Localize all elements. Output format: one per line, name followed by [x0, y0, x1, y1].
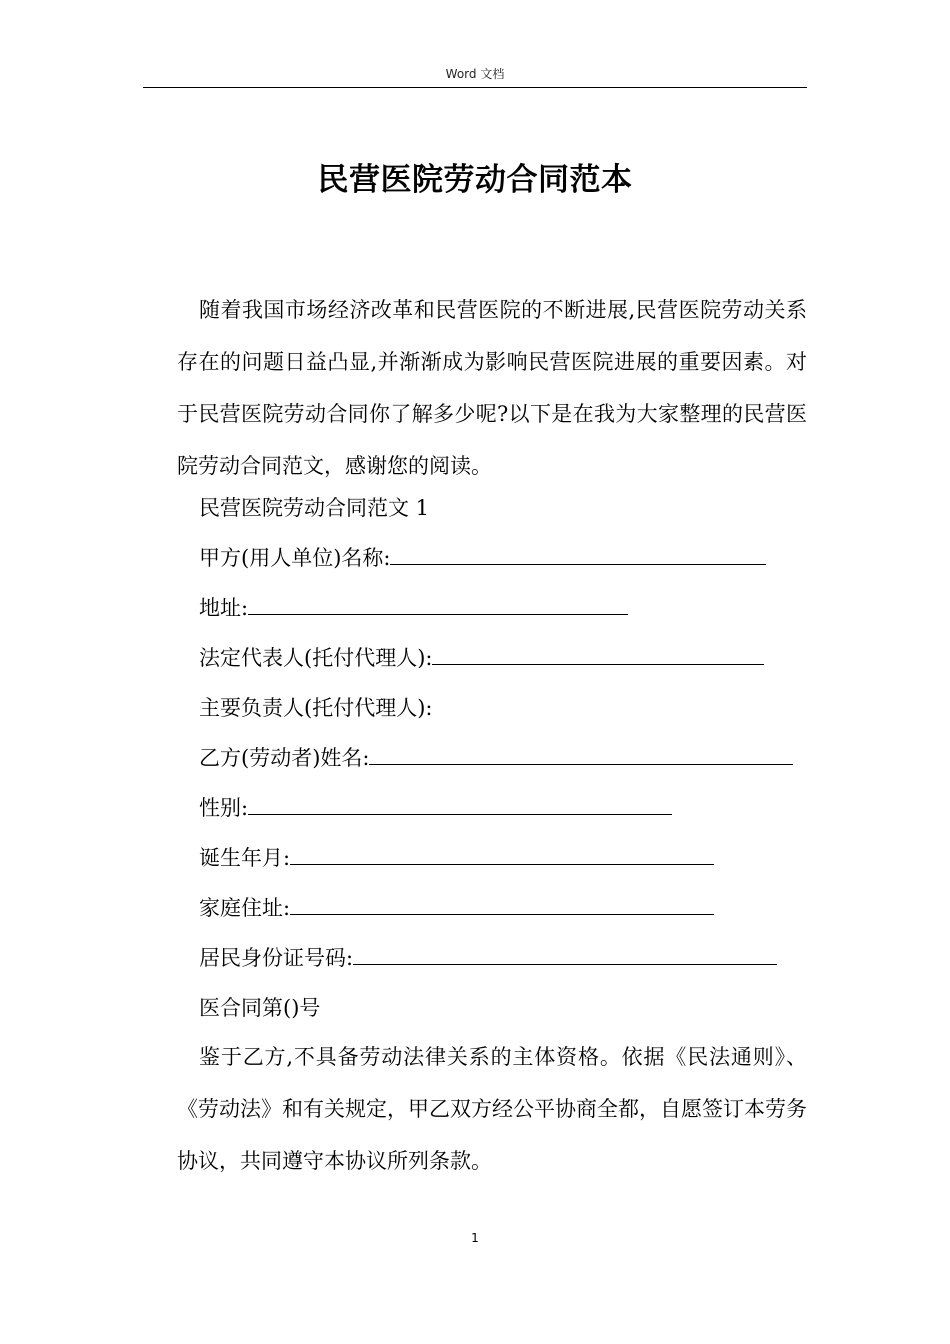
field-label: 主要负责人(托付代理人): — [199, 696, 433, 720]
section-title: 民营医院劳动合同范文 1 — [199, 496, 430, 520]
fill-in-blank — [369, 746, 793, 765]
field-label: 诞生年月: — [199, 846, 291, 870]
field-label: 法定代表人(托付代理人): — [199, 646, 433, 670]
field-gender — [199, 793, 672, 823]
field-label: 家庭住址: — [199, 896, 291, 920]
clause-paragraph: 鉴于乙方,不具备劳动法律关系的主体资格。依据《民法通则》、《劳动法》和有关规定，甲乙双方经公平协商全都，自愿签订本劳务协议，共同遵守本协议所列条款。 — [177, 1045, 807, 1173]
contract-number-line: 医合同第()号 — [199, 996, 321, 1020]
field-label: 地址: — [199, 596, 249, 620]
page-number: 1 — [471, 1231, 479, 1245]
field-birth-date — [199, 843, 714, 873]
field-principal — [199, 693, 432, 723]
intro-paragraph: 随着我国市场经济改革和民营医院的不断进展,民营医院劳动关系存在的问题日益凸显,并渐渐成为影响民营医院进展的重要因素。对于民营医院劳动合同你了解多少呢?以下是在我为大家整理的民营医院劳动合同范文，感谢您的阅读。 — [177, 298, 807, 478]
header-rule — [143, 87, 807, 88]
fill-in-blank — [432, 646, 764, 665]
field-label: 乙方(劳动者)姓名: — [199, 746, 370, 770]
field-label: 甲方(用人单位)名称: — [199, 546, 391, 570]
fill-in-blank — [248, 796, 672, 815]
field-address — [199, 593, 628, 623]
field-id-number — [199, 943, 777, 973]
field-employee-name — [199, 743, 793, 773]
field-employer-name — [199, 543, 766, 573]
field-label: 居民身份证号码: — [199, 946, 354, 970]
fill-in-blank — [248, 596, 628, 615]
fill-in-blank — [290, 896, 714, 915]
field-home-address — [199, 893, 714, 923]
field-legal-representative — [199, 643, 764, 673]
fill-in-blank — [290, 846, 714, 865]
field-label: 性别: — [199, 796, 249, 820]
document-title: 民营医院劳动合同范本 — [317, 162, 633, 198]
fill-in-blank — [353, 946, 777, 965]
fill-in-blank — [390, 546, 766, 565]
page-header: Word 文档 — [445, 67, 505, 81]
